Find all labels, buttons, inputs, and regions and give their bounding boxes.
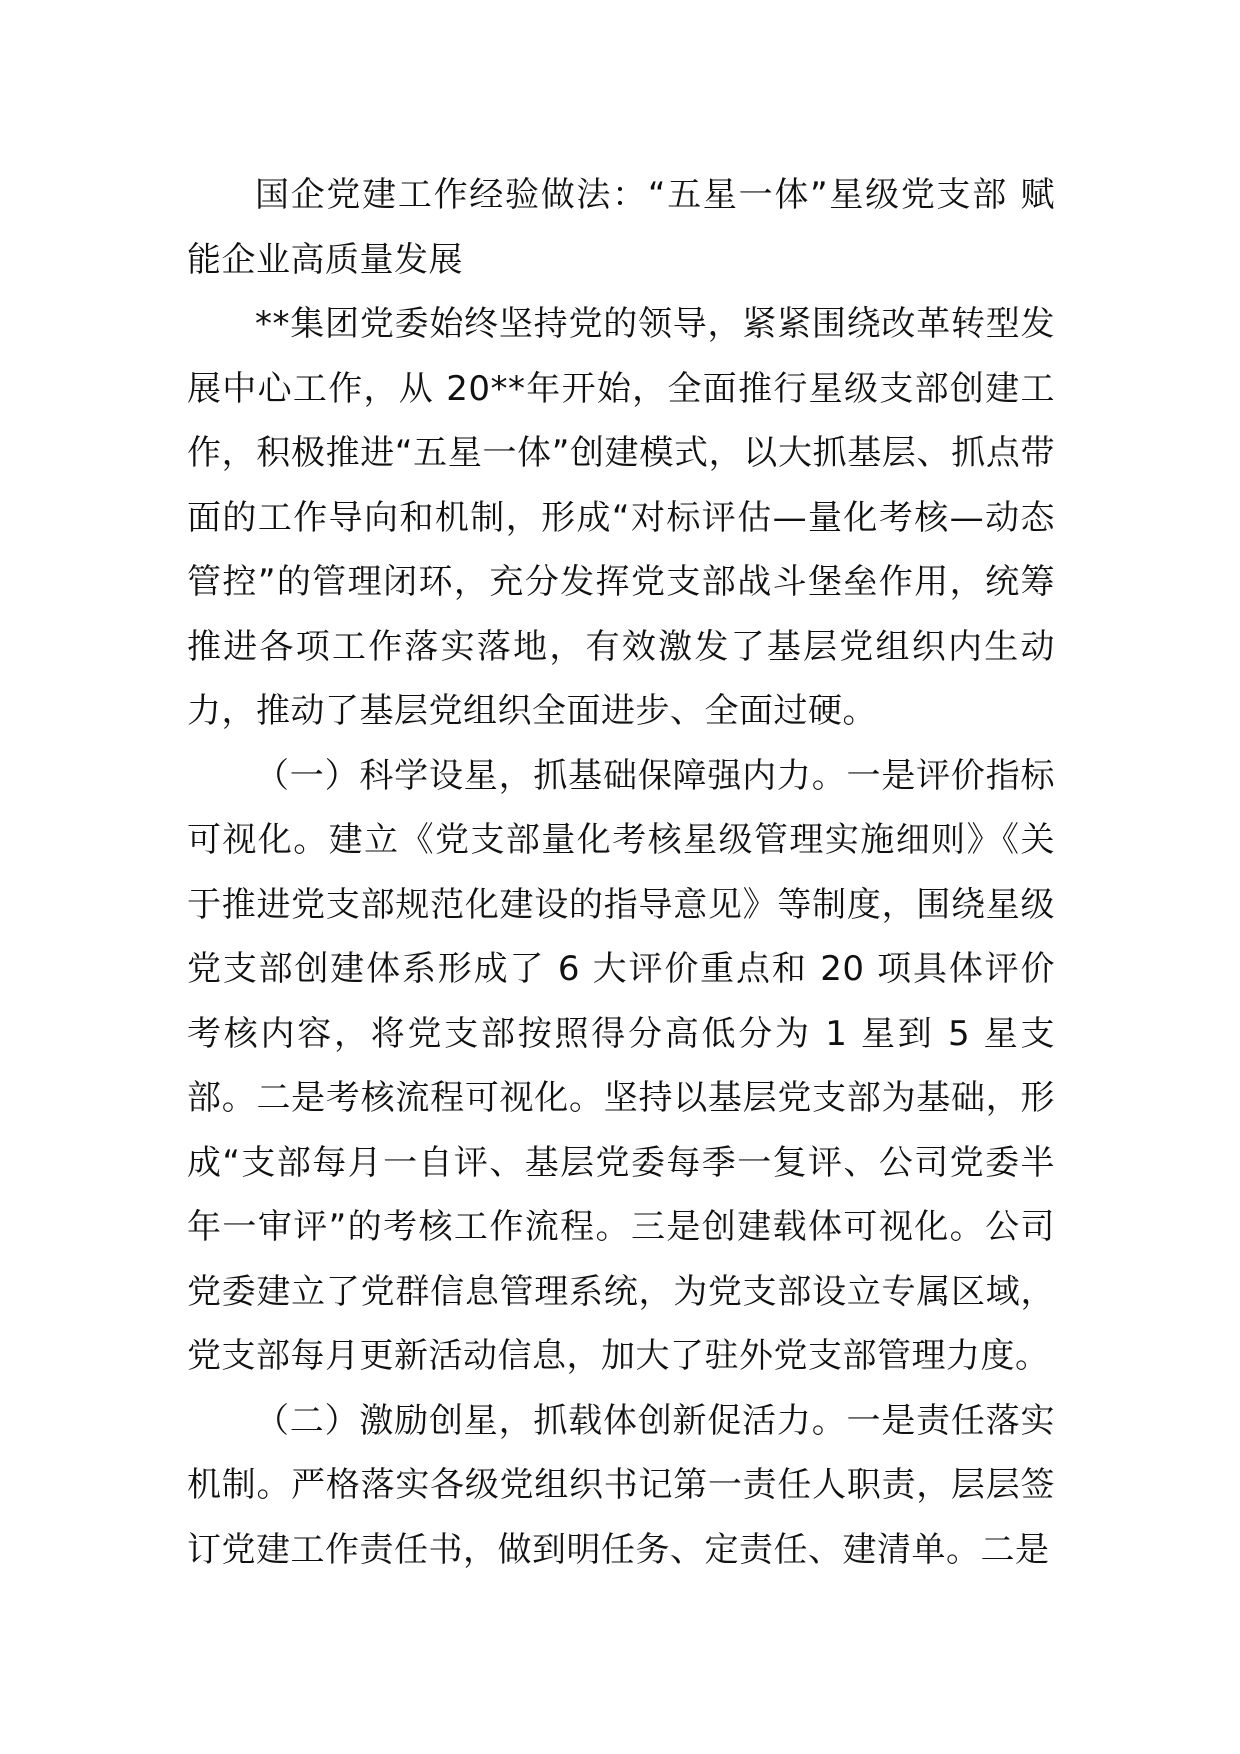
- section-one-paragraph: （一）科学设星，抓基础保障强内力。一是评价指标可视化。建立《党支部量化考核星级管理实施细则》《关于推进党支部规范化建设的指导意见》等制度，围绕星级党支部创建体系形成了 6 大评价重点和 20 项具体评价考核内容，将党支部按照得分高低分为 1 星到 5 星支部。二是考核流程可视化。坚持以基层党支部为基础，形成“支部每月一自评、基层党委每季一复评、公司党委半年一审评”的考核工作流程。三是创建载体可视化。公司党委建立了党群信息管理系统，为党支部设立专属区域，党支部每月更新活动信息，加大了驻外党支部管理力度。: [187, 755, 1055, 1376]
- document-body: [187, 163, 1055, 1582]
- section-two-paragraph: （二）激励创星，抓载体创新促活力。一是责任落实机制。严格落实各级党组织书记第一责任人职责，层层签订党建工作责任书，做到明任务、定责任、建清单。二是: [187, 1400, 1055, 1570]
- document-title-paragraph: 国企党建工作经验做法：“五星一体”星级党支部 赋能企业高质量发展: [187, 175, 1055, 280]
- intro-paragraph: **集团党委始终坚持党的领导，紧紧围绕改革转型发展中心工作，从 20**年开始，全面推行星级支部创建工作，积极推进“五星一体”创建模式，以大抓基层、抓点带面的工作导向和机制，形成“对标评估—量化考核—动态管控”的管理闭环，充分发挥党支部战斗堡垒作用，统筹推进各项工作落实落地，有效激发了基层党组织内生动力，推动了基层党组织全面进步、全面过硬。: [187, 304, 1055, 731]
